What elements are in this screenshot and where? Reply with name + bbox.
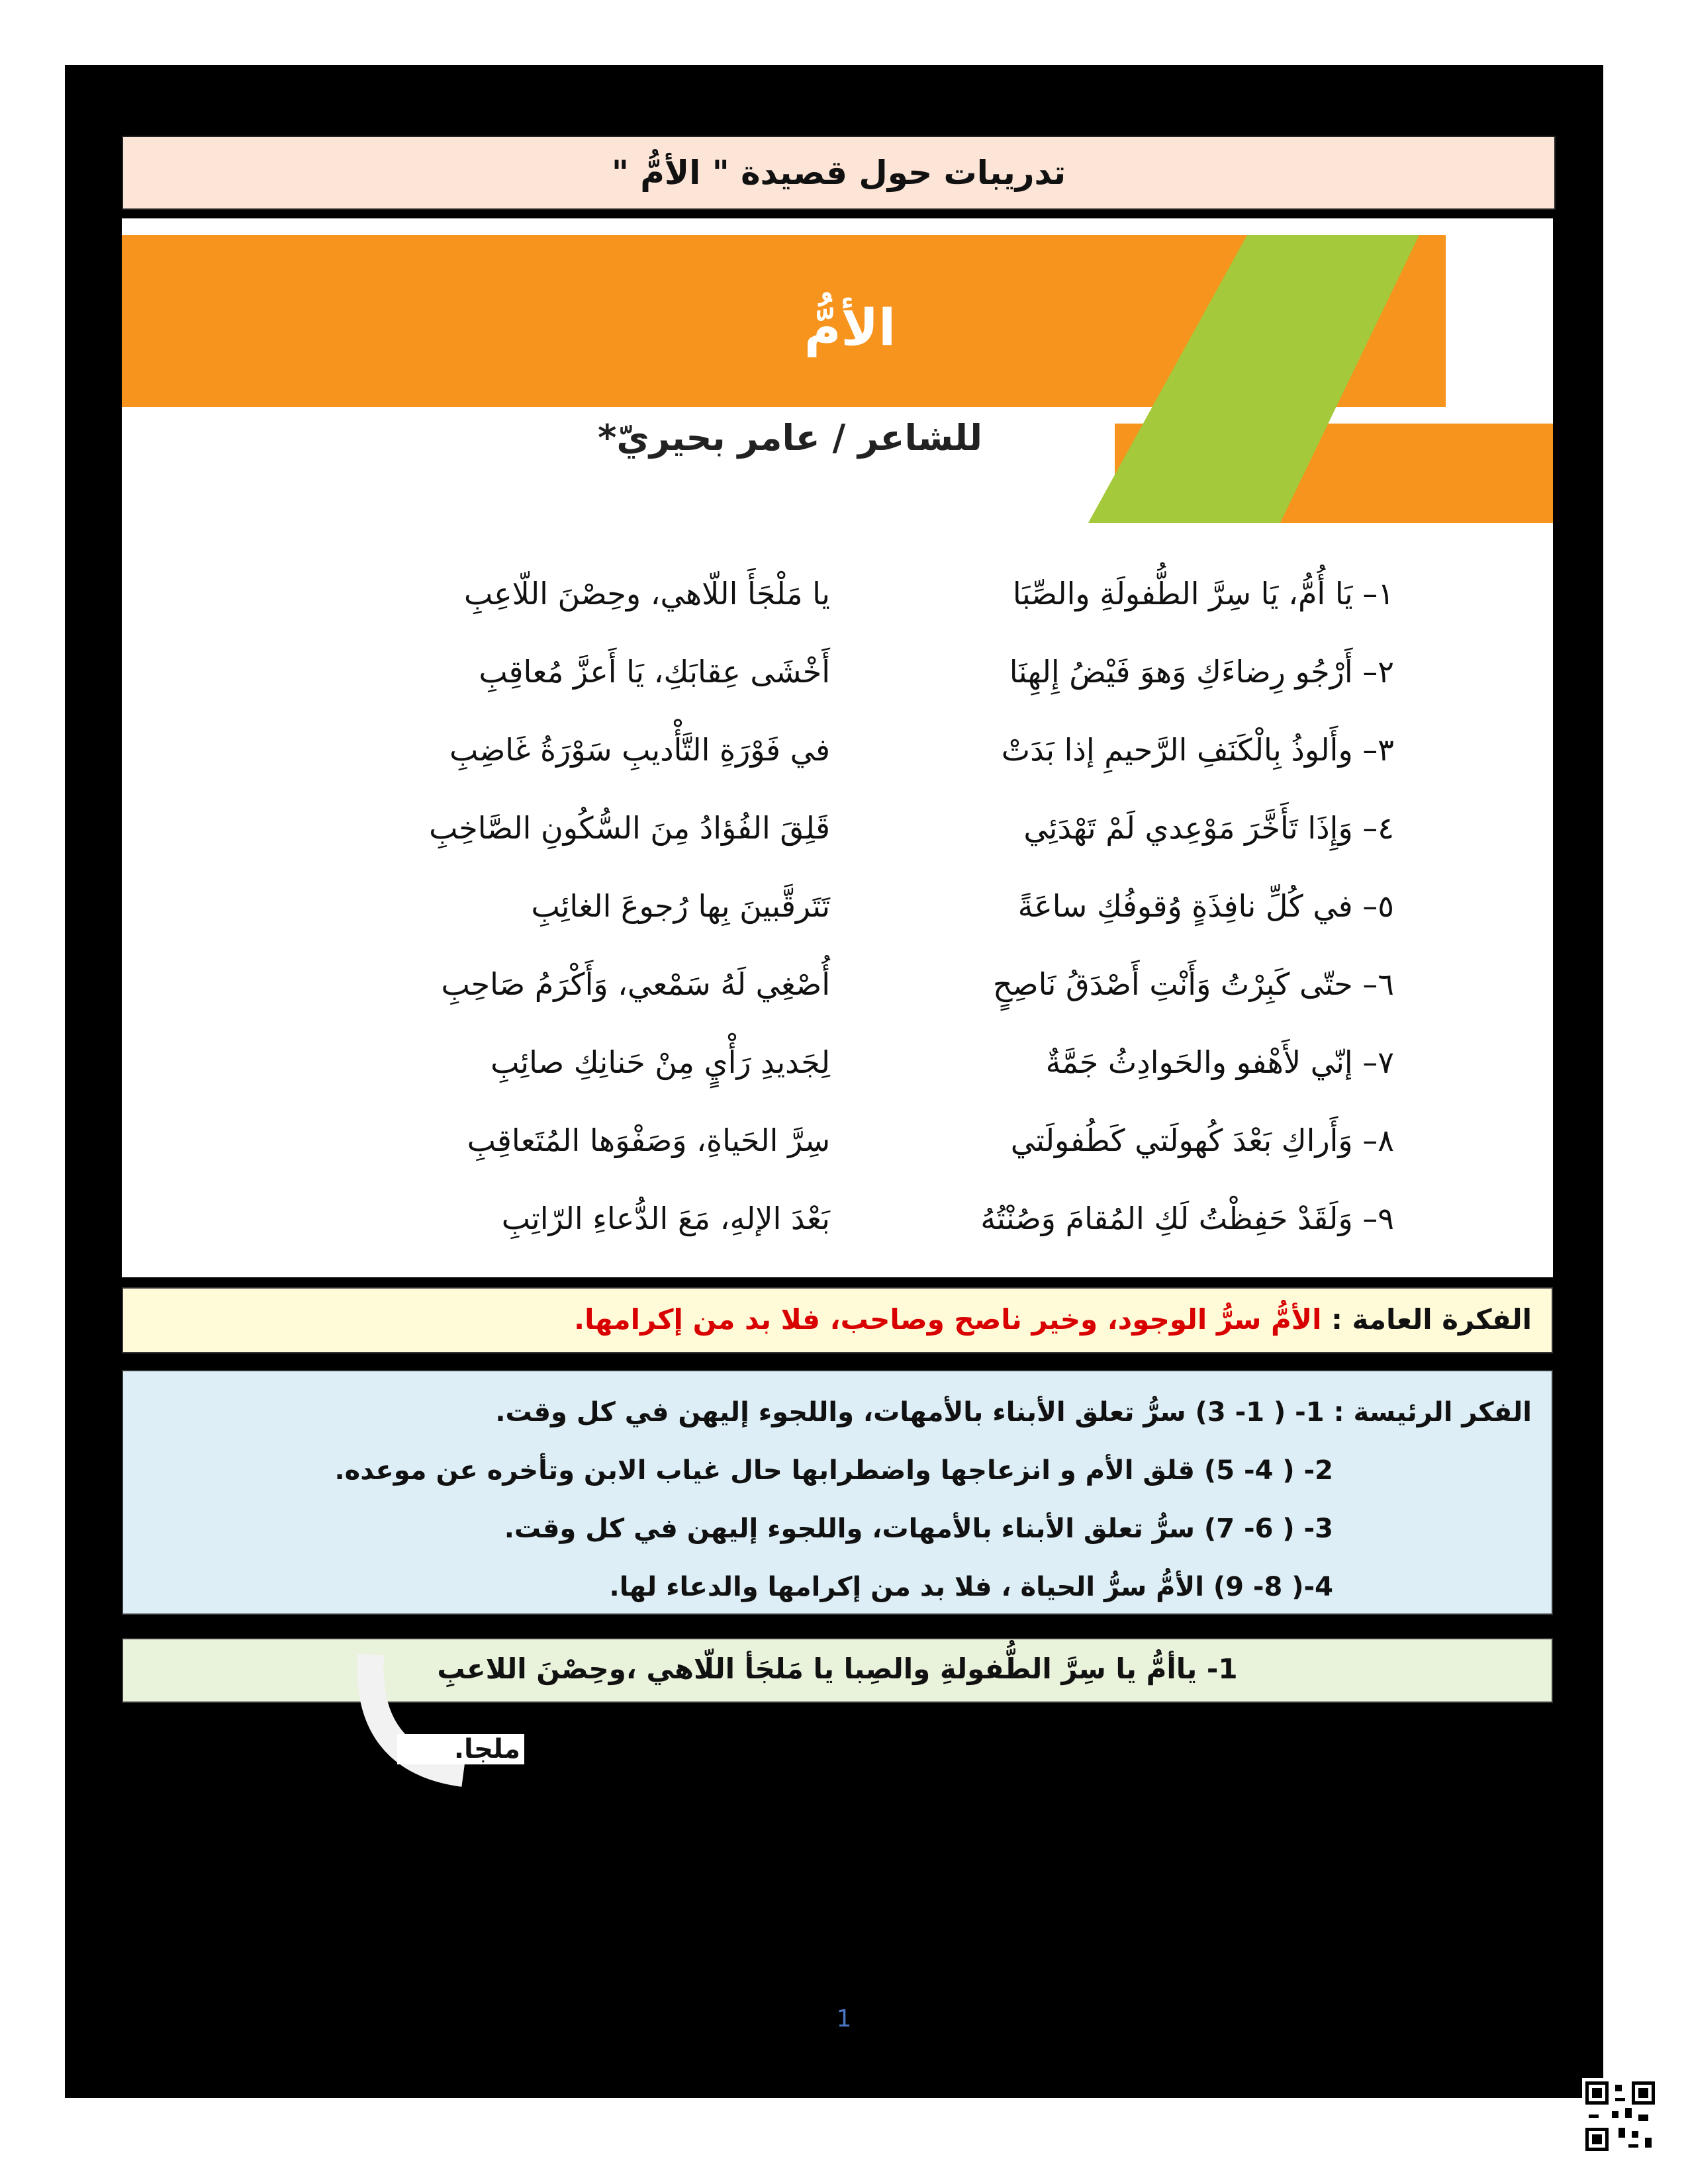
verse-row	[122, 888, 1553, 941]
poem-banner	[122, 218, 1553, 523]
poem-title: الأمُّ	[804, 298, 896, 357]
verse-second-hemistich: أَخْشَى عِقابَكِ، يَا أَعزَّ مُعاقِبِ	[479, 654, 830, 690]
verse-first-hemistich: ٩– وَلَقَدْ حَفِظْتُ لَكِ المُقامَ وَصُنْتُهُ	[980, 1201, 1394, 1236]
general-idea-box	[122, 1287, 1553, 1353]
verse-row	[122, 1044, 1553, 1097]
verse-row	[122, 654, 1553, 707]
verse-second-hemistich: في فَوْرَةِ التَّأْديبِ سَوْرَةُ غَاضِبِ	[449, 732, 830, 768]
verse-first-hemistich: ١– يَا أُمُّ، يَا سِرَّ الطُّفولَةِ والصِّبَا	[1012, 576, 1394, 612]
watermark-arc	[357, 1641, 530, 1787]
page-number: 1	[836, 2005, 852, 2032]
poem-panel	[122, 218, 1553, 1277]
verse-row	[122, 1201, 1553, 1253]
poet-name: للشاعر / عامر بحيريّ*	[598, 417, 982, 459]
verse-second-hemistich: لِجَديدِ رَأْيٍ مِنْ حَنانِكِ صائِبِ	[491, 1044, 830, 1080]
verse-first-hemistich: ٣– وأَلوذُ بِالْكَنَفِ الرَّحيمِ إذا بَدَتْ	[1001, 732, 1394, 768]
main-idea-item: 1- ( 1- 3) سرُّ تعلق الأبناء بالأمهات، واللجوء إليهن في كل وقت.	[495, 1397, 1325, 1428]
page-title: تدريبات حول قصيدة " الأمُّ "	[122, 136, 1556, 210]
verse-row	[122, 732, 1553, 785]
verse-row	[122, 576, 1553, 629]
verse-first-hemistich: ٨– وَأَراكِ بَعْدَ كُهولَتي كَطُفولَتي	[1010, 1122, 1394, 1158]
main-idea-item: 2- ( 4- 5) قلق الأم و انزعاجها واضطرابها حال غياب الابن وتأخره عن موعده.	[334, 1455, 1333, 1486]
verse-row	[122, 810, 1553, 863]
verse-first-hemistich: ٥– في كُلِّ نافِذَةٍ وُقوفُكِ ساعَةً	[1017, 888, 1394, 924]
verse-second-hemistich: تَتَرقَّبينَ بِها رُجوعَ الغائِبِ	[531, 888, 830, 924]
verse-second-hemistich: قَلِقَ الفُؤادُ مِنَ السُّكُونِ الصَّاخِبِ	[429, 810, 830, 846]
exercise-verse: 1- ياأمُّ يا سِرَّ الطُّفولةِ والصِبا يا مَلجَأ اللّاهي ،وحِصْنَ اللاعبِ	[437, 1653, 1238, 1685]
verse-row	[122, 966, 1553, 1019]
main-idea-row	[143, 1383, 1532, 1441]
exercise-verse-box	[122, 1638, 1553, 1703]
main-idea-item: 4-( 8- 9) الأمُّ سرُّ الحياة ، فلا بد من إكرامها والدعاء لها.	[609, 1572, 1333, 1602]
verse-row	[122, 1122, 1553, 1175]
verse-first-hemistich: ٧– إنّي لأَهْفو والحَوادِثُ جَمَّةٌ	[1045, 1044, 1394, 1080]
qr-code	[1582, 2078, 1658, 2154]
main-ideas-label: الفكر الرئيسة :	[1333, 1397, 1532, 1428]
verse-second-hemistich: بَعْدَ الإلهِ، مَعَ الدُّعاءِ الرّاتِبِ	[501, 1201, 830, 1236]
verse-first-hemistich: ٢– أَرْجُو رِضاءَكِ وَهوَ فَيْضُ إِلهِنَا	[1009, 654, 1394, 690]
general-idea-text: الأمُّ سرُّ الوجود، وخير ناصح وصاحب، فلا بد من إكرامها.	[574, 1303, 1322, 1336]
verse-second-hemistich: سِرَّ الحَياةِ، وَصَفْوَها المُتَعاقِبِ	[467, 1122, 830, 1158]
verse-second-hemistich: أُصْغِي لَهُ سَمْعي، وَأَكْرَمُ صَاحِبِ	[441, 966, 830, 1002]
general-idea-label: الفكرة العامة :	[1331, 1303, 1532, 1336]
main-ideas-box	[122, 1370, 1553, 1615]
verse-first-hemistich: ٦– حتّى كَبِرْتُ وَأَنْتِ أَصْدَقُ نَاصِحٍ	[992, 966, 1394, 1002]
verse-first-hemistich: ٤– وَإِذَا تَأَخَّرَ مَوْعِدي لَمْ تَهْدَئِي	[1023, 810, 1394, 846]
main-idea-item: 3- ( 6- 7) سرُّ تعلق الأبناء بالأمهات، واللجوء إليهن في كل وقت.	[504, 1514, 1333, 1544]
answer-fragment: ملجا.	[397, 1734, 524, 1764]
verse-second-hemistich: يا مَلْجَأَ اللّاهي، وحِصْنَ اللّاعِبِ	[464, 576, 830, 612]
